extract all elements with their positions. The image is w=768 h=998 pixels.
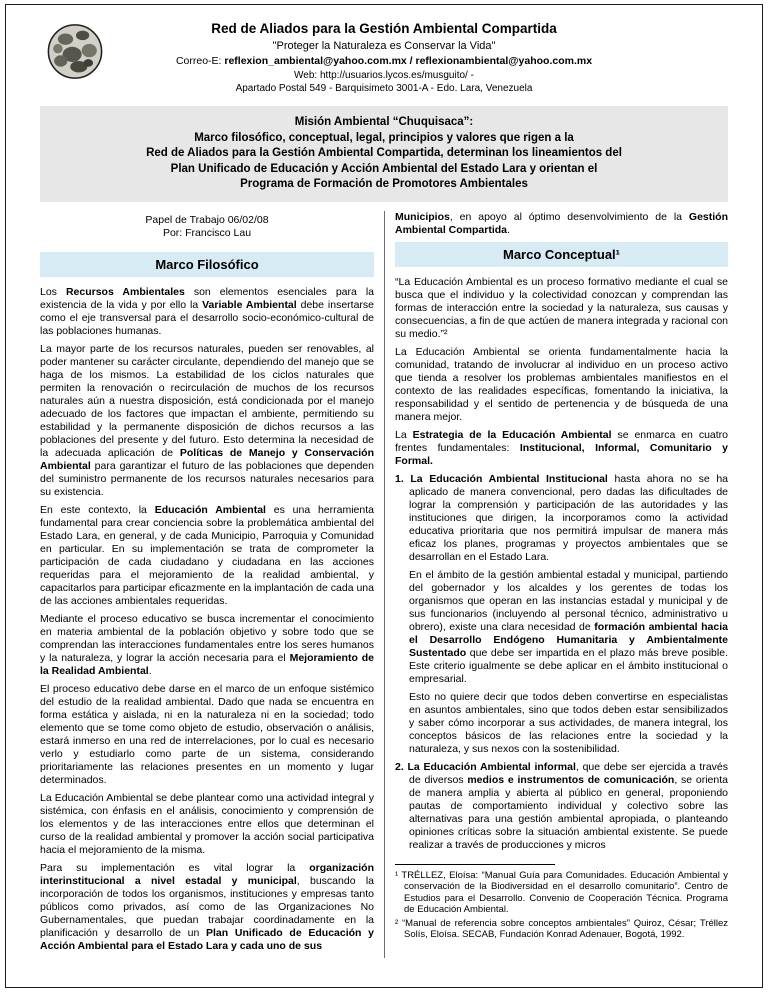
text-segment: medios e instrumentos de comunicación [467,773,675,786]
right-column [384,211,728,958]
text-segment: . [148,664,152,677]
document-header [40,21,728,94]
paragraph [40,613,374,678]
text-segment: debe insertarse como el eje transversal para el desarrollo socio-económico-cultural de las poblaciones humanas. [40,298,375,337]
text-segment: se enmarca en cuatro frentes fundamentales: [395,428,728,454]
document-page [5,4,763,988]
paragraph [395,473,728,564]
left-column [40,211,384,958]
text-segment: 2. La Educación Ambiental informal [395,760,576,773]
footnote-list [395,870,728,941]
text-segment: La Educación Ambiental se debe plantear como una actividad integral y sistémica, con énfasis en el análisis, conocimiento y comprensión de los elementos y de las interacciones entre ellos que determinan el curso de la realidad ambiental y promover la acción social participativa hacia el mejoramiento de la misma. [40,791,374,856]
text-segment: , en apoyo al óptimo desenvolvimiento de la [449,210,689,223]
text-segment: 1. La Educación Ambiental Institucional [395,472,608,485]
text-segment: , que debe ser ejercida a través de diversos [409,760,728,786]
paragraph [395,761,728,852]
paragraph [40,286,374,338]
text-line: Misión Ambiental “Chuquisaca”: [294,116,474,128]
organization-logo [46,23,104,80]
text-line: Papel de Trabajo 06/02/08 [145,213,269,226]
text-segment: En este contexto, la [40,503,155,516]
section-header-marco-conceptual: Marco Conceptual¹ [395,242,728,267]
text-line: Red de Aliados para la Gestión Ambiental Compartida, determinan los lineamientos del [146,147,622,159]
text-line: Plan Unificado de Educación y Acción Ambiental del Estado Lara y orientan el [170,162,598,175]
footnote-divider [395,864,555,865]
section-header-marco-filosofico: Marco Filosófico [40,252,374,277]
text-segment: formación ambiental hacia el Desarrollo Endógeno Humanitaria y Ambientalmente Sustentado [409,620,728,659]
paragraph [395,211,728,237]
footnotes [395,864,728,941]
footnote [395,870,728,916]
text-segment: ¹ TRÉLLEZ, Eloísa: “Manual Guía para Comunidades. Educación Ambiental y conservación de la Biodiversidad en el desarrollo comunitario”. Centro de Estudios para el Desarrollo. Convenio de Cooperación Técnica. Programa de Educación Ambiental. [395,869,728,915]
paragraph [395,569,728,686]
footnote [395,918,728,941]
paragraph [40,683,374,787]
text-segment: , se orienta de manera amplia y abierta al público en general, proponiendo pautas de comportamiento individual y colectivo sobre las alternativas para una gestión ambiental apropiada, o planteando opiniones críticas sobre la situación ambiental existente. Se puede realizar a través de producciones y micros [409,773,728,851]
text-segment: organización interinstitucional a nivel estadal y municipal [40,861,374,887]
text-segment: La [395,428,413,441]
text-segment: Mejoramiento de la Realidad Ambiental [40,651,374,677]
website-line: Web: http://usuarios.lycos.es/musguito/ - [294,70,474,81]
text-segment: Correo-E: [175,55,225,67]
text-segment: . [507,223,510,236]
paragraph [40,343,374,499]
text-segment: En el ámbito de la gestión ambiental estadal y municipal, partiendo del gobernador y los alcaldes y los gerentes de todas los organismos que operan en las instancias estadal y municipal y de sus funcionarios (incluyendo al personal técnico, administrativo u obrero), existe una clara necesidad de [409,568,728,633]
text-line: Marco filosófico, conceptual, legal, principios y valores que rigen a la [194,131,574,144]
text-segment: Los [40,285,66,298]
text-segment: Plan Unificado de Educación y Acción Ambiental para el Estado Lara y cada uno de sus [40,926,374,952]
text-segment: Gestión Ambiental Compartida [395,210,728,236]
text-segment: Políticas de Manejo y Conservación Ambiental [40,446,374,472]
paragraph [40,792,374,857]
contact-email-line [40,55,728,67]
text-segment: son elementos esenciales para la existencia de la vida y por ello la [40,285,374,311]
text-segment: “La Educación Ambiental es un proceso formativo mediante el cual se busca que el individuo y la colectividad conozcan y comprendan las formas de interacción entre la sociedad y la naturaleza, sus causas y consecuencias, a fin de que actúen de manera integrada y racional con su medio.”² [395,275,728,340]
paragraph [395,276,728,341]
philosophy-paragraphs [40,286,374,953]
paragraph [40,504,374,608]
continuation-paragraphs [395,211,728,237]
text-segment: que debe ser impartida en el plazo más breve posible. Este criterio igualmente se debe aplicar en el ámbito institucional o empresarial. [409,646,728,685]
text-segment: para garantizar el futuro de las poblaciones que dependen del suministro permanente de los recursos naturales necesarios para su existencia. [40,459,374,498]
organization-name: Red de Aliados para la Gestión Ambiental Compartida [211,21,557,36]
text-segment: Esto no quiere decir que todos deben convertirse en especialistas en asuntos ambientales, sino que todos deben estar sensibilizados y saber cómo incorporar a sus actividades, de manera integral, los conceptos básicos de las relaciones entre la sociedad y la naturaleza, y sus nexos con la sostenibilidad. [409,690,728,755]
text-line: Programa de Formación de Promotores Ambientales [240,178,528,190]
postal-address-line: Apartado Postal 549 - Barquisimeto 3001-A - Edo. Lara, Venezuela [235,83,533,94]
organization-motto: "Proteger la Naturaleza es Conservar la Vida" [272,40,496,52]
text-segment: , buscando la incorporación de todos los organismos, instituciones y empresas tanto públicos como privados, así como de las Organizaciones No Gubernamentales, que puedan trabajar coordinadamente en la planificación y desarrollo de un [40,874,374,939]
text-segment: Institucional, Informal, Comunitario y Formal. [395,441,729,467]
text-segment: ² “Manual de referencia sobre conceptos ambientales” Quiroz, César; Tréllez Solís, Eloísa. SECAB, Fundación Konrad Adenauer, Bogotá, 1992. [395,917,728,940]
text-segment: Educación Ambiental [154,503,266,516]
text-segment: hasta ahora no se ha aplicado de manera convencional, pero dadas las dificultades de lograr la comprensión y participación de las autoridades y las instituciones que dirigen, la incorporamos como la actividad educativa prioritaria que nos permitirá impulsar de manera más eficaz los planes, programas y proyectos ambientales que se desarrollan en el Estado Lara. [409,472,728,563]
text-segment: es una herramienta fundamental para crear conciencia sobre la problemática ambiental del Estado Lara, en general, y de cada Municipio, Parroquia y Comunidad en particular. En su implementación se trata de comprometer la participación de cada ciudadano y ciudadana en las acciones requeridas para el mejoramiento de la realidad ambiental, y capacitarlos para participar eficazmente en la implantación de cada una de las acciones ambientales requeridas. [40,503,374,607]
paragraph [395,429,728,468]
working-paper-byline [40,214,374,240]
two-column-body [40,211,728,958]
conceptual-paragraphs [395,276,728,852]
mission-statement-box [40,106,728,202]
text-segment: Variable Ambiental [202,298,297,311]
text-segment: Mediante el proceso educativo se busca incrementar el conocimiento en materia ambiental de la población objetivo y sobre todo que se comprendan las interacciones fundamentales entre los seres humanos y la naturaleza, y lograr la acción necesaria para el [40,612,374,664]
text-segment: Para su implementación es vital lograr la [40,861,310,874]
text-segment: El proceso educativo debe darse en el marco de un enfoque sistémico del estudio de la realidad ambiental. Dado que nada se encuentra en forma estática y aislada, ni en la naturaleza ni en la sociedad; todo elemento que se tome como objeto de estudio, observación o análisis, estará inmerso en una red de interrelaciones, por lo cual es necesario verlo y estudiarlo como parte de un sistema, considerando prioritariamente las relaciones presentes en un momento y lugar determinados. [40,682,374,786]
text-segment: La mayor parte de los recursos naturales, pueden ser renovables, al poder mantener su carácter circulante, dependiendo del manejo que se haga de los mismos. La estabilidad de los ciclos naturales que permiten la renovación o recirculación de muchos de los recursos naturales aún a nuestra disposición, está condicionada por el manejo adecuado de los factores que impactan el ambiente, permitiendo su estabilidad y la permanente disposición de dichos recursos a las poblaciones del presente y del futuro. Esto determina la necesidad de la adecuada aplicación de [40,342,374,459]
text-segment: Municipios [395,210,450,223]
text-line: Por: Francisco Lau [162,226,252,239]
text-segment: Recursos Ambientales [65,285,185,298]
text-segment: Estrategia de la Educación Ambiental [412,428,612,441]
text-segment: La Educación Ambiental se orienta fundamentalmente hacia la comunidad, tratando de involucrar al individuo en un proceso activo que tienda a resolver los problemas ambientales manifiestos en el contexto de las realidades específicas, fomentando la iniciativa, la responsabilidad y el sentido de pertenencia y de búsqueda de una manera mejor. [395,345,728,423]
moss-photo-logo-icon [46,23,104,80]
paragraph [40,862,374,953]
text-segment: reflexion_ambiental@yahoo.com.mx / reflexionambiental@yahoo.com.mx [224,55,593,67]
paragraph [395,691,728,756]
paragraph [395,346,728,424]
